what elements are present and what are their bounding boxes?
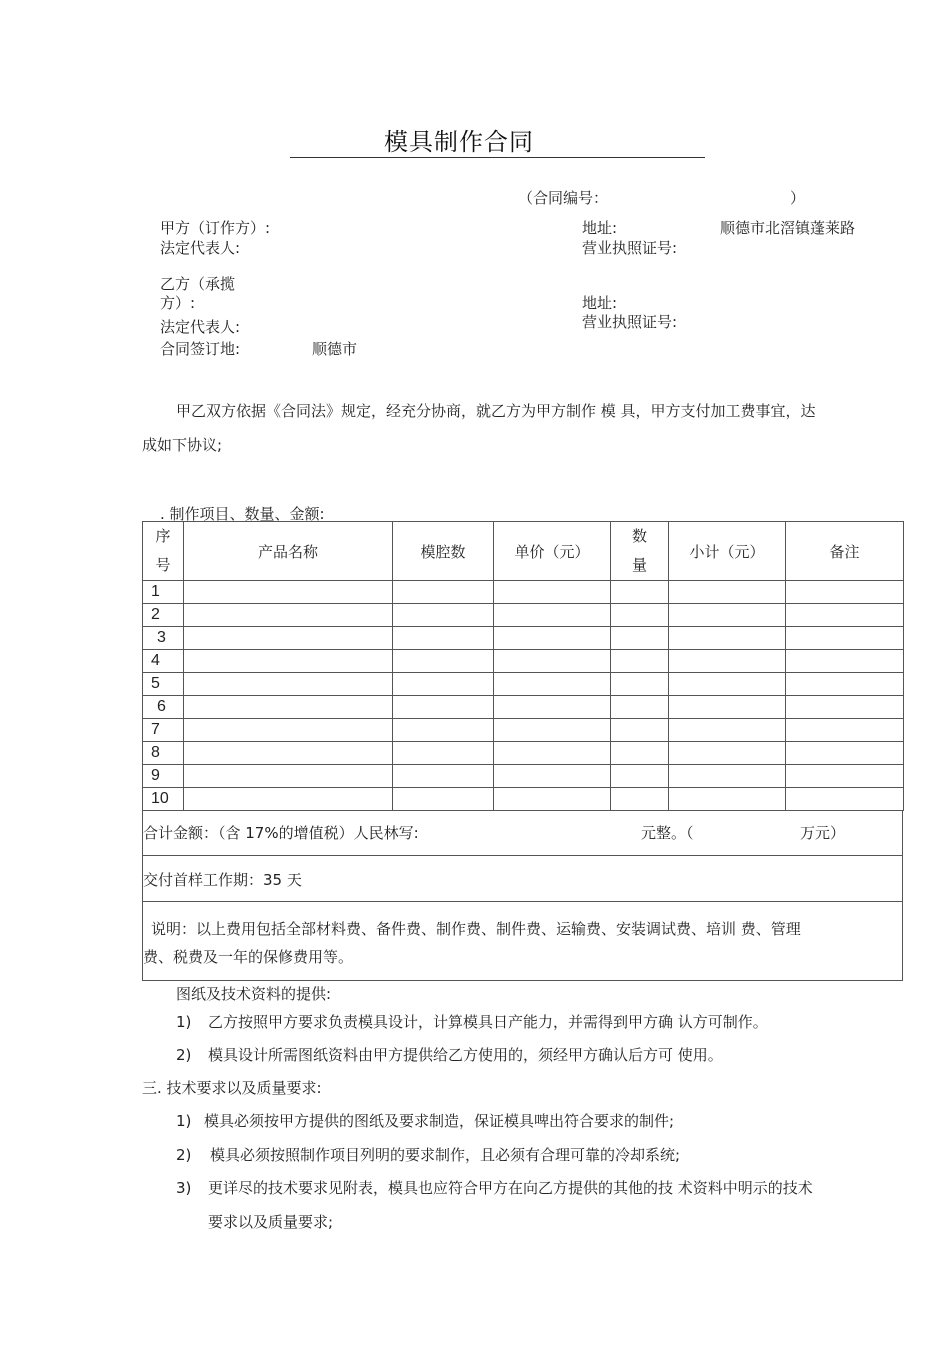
- table-cell: [184, 650, 393, 673]
- table-cell: [611, 788, 669, 811]
- header-qty: [611, 522, 669, 581]
- table-row: [143, 650, 904, 673]
- table-cell: [669, 719, 786, 742]
- row-number: 8: [143, 742, 184, 765]
- party-a-license-label: 营业执照证号:: [582, 239, 678, 257]
- total-amount-label: 合计金额：（含 17%的增值税）人民林写:: [143, 824, 419, 842]
- table-cell: [669, 696, 786, 719]
- section-2-item-1-text: 乙方按照甲方要求负责模具设计，计算模具日产能力，并需得到甲方确 认方可制作。: [208, 1013, 768, 1031]
- total-yuan-text: 元整。（: [641, 824, 694, 842]
- items-table: [142, 521, 904, 811]
- section-3-item-1-text: 模具必须按甲方提供的图纸及要求制造，保证模具啤出符合要求的制件;: [204, 1112, 675, 1130]
- table-cell: [669, 604, 786, 627]
- table-cell: [611, 742, 669, 765]
- table-cell: [494, 581, 611, 604]
- contract-number-label: （合同编号：: [518, 189, 609, 207]
- total-amount-box: [142, 810, 903, 856]
- table-row: [143, 742, 904, 765]
- table-cell: [184, 788, 393, 811]
- section-3-item-3-text: 更详尽的技术要求见附表，模具也应符合甲方在向乙方提供的其他的技 术资料中明示的技术: [208, 1179, 813, 1197]
- table-cell: [786, 627, 904, 650]
- header-seq-bottom: 号: [155, 556, 171, 574]
- table-cell: [611, 604, 669, 627]
- table-row: [143, 604, 904, 627]
- table-cell: [494, 742, 611, 765]
- party-b-license-label: 营业执照证号:: [582, 313, 678, 331]
- table-cell: [184, 696, 393, 719]
- note-box: [142, 902, 903, 981]
- header-subtotal: 小计（元）: [669, 522, 786, 581]
- sign-place-label: 合同签订地:: [160, 340, 241, 358]
- row-number: 4: [143, 650, 184, 673]
- row-number: 9: [143, 765, 184, 788]
- table-cell: [184, 627, 393, 650]
- table-row: [143, 581, 904, 604]
- table-row: [143, 765, 904, 788]
- section-2-item-2-text: 模具设计所需图纸资料由甲方提供给乙方使用的，须经甲方确认后方可 使用。: [208, 1046, 723, 1064]
- table-cell: [611, 581, 669, 604]
- party-b-label-line1: 乙方（承揽: [160, 275, 236, 293]
- table-cell: [393, 673, 494, 696]
- table-cell: [494, 604, 611, 627]
- section-2-item-1-num: 1): [176, 1013, 192, 1031]
- header-seq: [143, 522, 184, 581]
- table-cell: [786, 719, 904, 742]
- party-a-legal-rep-label: 法定代表人:: [160, 239, 241, 257]
- table-cell: [611, 627, 669, 650]
- row-number: 10: [143, 788, 184, 811]
- table-row: [143, 696, 904, 719]
- row-number: 7: [143, 719, 184, 742]
- table-cell: [611, 650, 669, 673]
- table-cell: [494, 719, 611, 742]
- table-cell: [494, 696, 611, 719]
- table-cell: [494, 650, 611, 673]
- row-number: 6: [143, 696, 184, 719]
- intro-line-1: 甲乙双方依据《合同法》规定，经充分协商，就乙方为甲方制作 模 具，甲方支付加工费事宜，达: [176, 402, 816, 420]
- table-cell: [184, 742, 393, 765]
- table-cell: [393, 788, 494, 811]
- table-row: [143, 719, 904, 742]
- table-cell: [494, 788, 611, 811]
- table-cell: [393, 742, 494, 765]
- table-cell: [786, 650, 904, 673]
- row-number: 2: [143, 604, 184, 627]
- table-cell: [184, 719, 393, 742]
- table-cell: [611, 673, 669, 696]
- header-qty-bottom: 量: [631, 556, 647, 574]
- page-title: 模具制作合同: [384, 128, 534, 156]
- table-cell: [184, 673, 393, 696]
- table-cell: [494, 765, 611, 788]
- table-cell: [393, 765, 494, 788]
- party-b-legal-rep-label: 法定代表人:: [160, 318, 241, 336]
- table-cell: [786, 742, 904, 765]
- table-cell: [611, 696, 669, 719]
- table-cell: [393, 719, 494, 742]
- table-cell: [611, 765, 669, 788]
- section-2-title: 图纸及技术资料的提供:: [176, 985, 332, 1003]
- party-a-address-label: 地址:: [582, 219, 618, 237]
- header-qty-top: 数: [631, 527, 647, 545]
- section-1-title: . 制作项目、数量、金额:: [160, 505, 325, 523]
- header-product: 产品名称: [184, 522, 393, 581]
- table-cell: [669, 765, 786, 788]
- table-cell: [786, 604, 904, 627]
- table-cell: [393, 650, 494, 673]
- table-cell: [669, 788, 786, 811]
- section-2-item-2-num: 2): [176, 1046, 192, 1064]
- header-seq-top: 序: [155, 527, 171, 545]
- table-cell: [393, 604, 494, 627]
- table-cell: [184, 581, 393, 604]
- section-3-item-3-num: 3): [176, 1179, 192, 1197]
- table-cell: [393, 581, 494, 604]
- row-number: 5: [143, 673, 184, 696]
- sign-place-value: 顺德市: [312, 340, 358, 358]
- table-cell: [393, 696, 494, 719]
- table-cell: [669, 650, 786, 673]
- table-cell: [669, 742, 786, 765]
- party-a-address-value: 顺德市北滘镇蓬莱路: [720, 219, 856, 237]
- note-line-2: 费、税费及一年的保修费用等。: [143, 948, 354, 966]
- section-3-item-2-text: 模具必须按照制作项目列明的要求制作，且必须有合理可靠的冷却系统;: [210, 1146, 681, 1164]
- table-header-row: [143, 522, 904, 581]
- delivery-text: 交付首样工作期：35 天: [143, 871, 302, 889]
- table-cell: [669, 581, 786, 604]
- delivery-box: [142, 856, 903, 902]
- contract-number-close: ）: [790, 189, 806, 207]
- table-row: [143, 627, 904, 650]
- table-cell: [611, 719, 669, 742]
- table-cell: [786, 581, 904, 604]
- table-cell: [669, 627, 786, 650]
- header-cavities: 模腔数: [393, 522, 494, 581]
- table-cell: [494, 673, 611, 696]
- table-row: [143, 673, 904, 696]
- title-underline: [290, 157, 705, 158]
- header-remark: 备注: [786, 522, 904, 581]
- table-cell: [786, 765, 904, 788]
- table-cell: [669, 673, 786, 696]
- table-cell: [184, 765, 393, 788]
- table-cell: [786, 673, 904, 696]
- header-unit-price: 单价（元）: [494, 522, 611, 581]
- table-cell: [494, 627, 611, 650]
- section-3-title: 三. 技术要求以及质量要求:: [142, 1079, 322, 1097]
- section-3-item-2-num: 2): [176, 1146, 192, 1164]
- table-cell: [786, 788, 904, 811]
- row-number: 3: [143, 627, 184, 650]
- table-cell: [184, 604, 393, 627]
- party-a-label: 甲方（订作方）:: [160, 219, 271, 237]
- section-3-item-1-num: 1): [176, 1112, 192, 1130]
- section-3-item-3-cont: 要求以及质量要求;: [208, 1213, 334, 1231]
- note-line-1: 说明：以上费用包括全部材料费、备件费、制作费、制件费、运输费、安装调试费、培训 费、管理: [151, 920, 801, 938]
- table-cell: [786, 696, 904, 719]
- party-b-label-line2: 方）:: [160, 294, 196, 312]
- table-row: [143, 788, 904, 811]
- total-wan-text: 万元）: [800, 824, 846, 842]
- intro-line-2: 成如下协议;: [142, 436, 223, 454]
- party-b-address-label: 地址:: [582, 294, 618, 312]
- row-number: 1: [143, 581, 184, 604]
- table-cell: [393, 627, 494, 650]
